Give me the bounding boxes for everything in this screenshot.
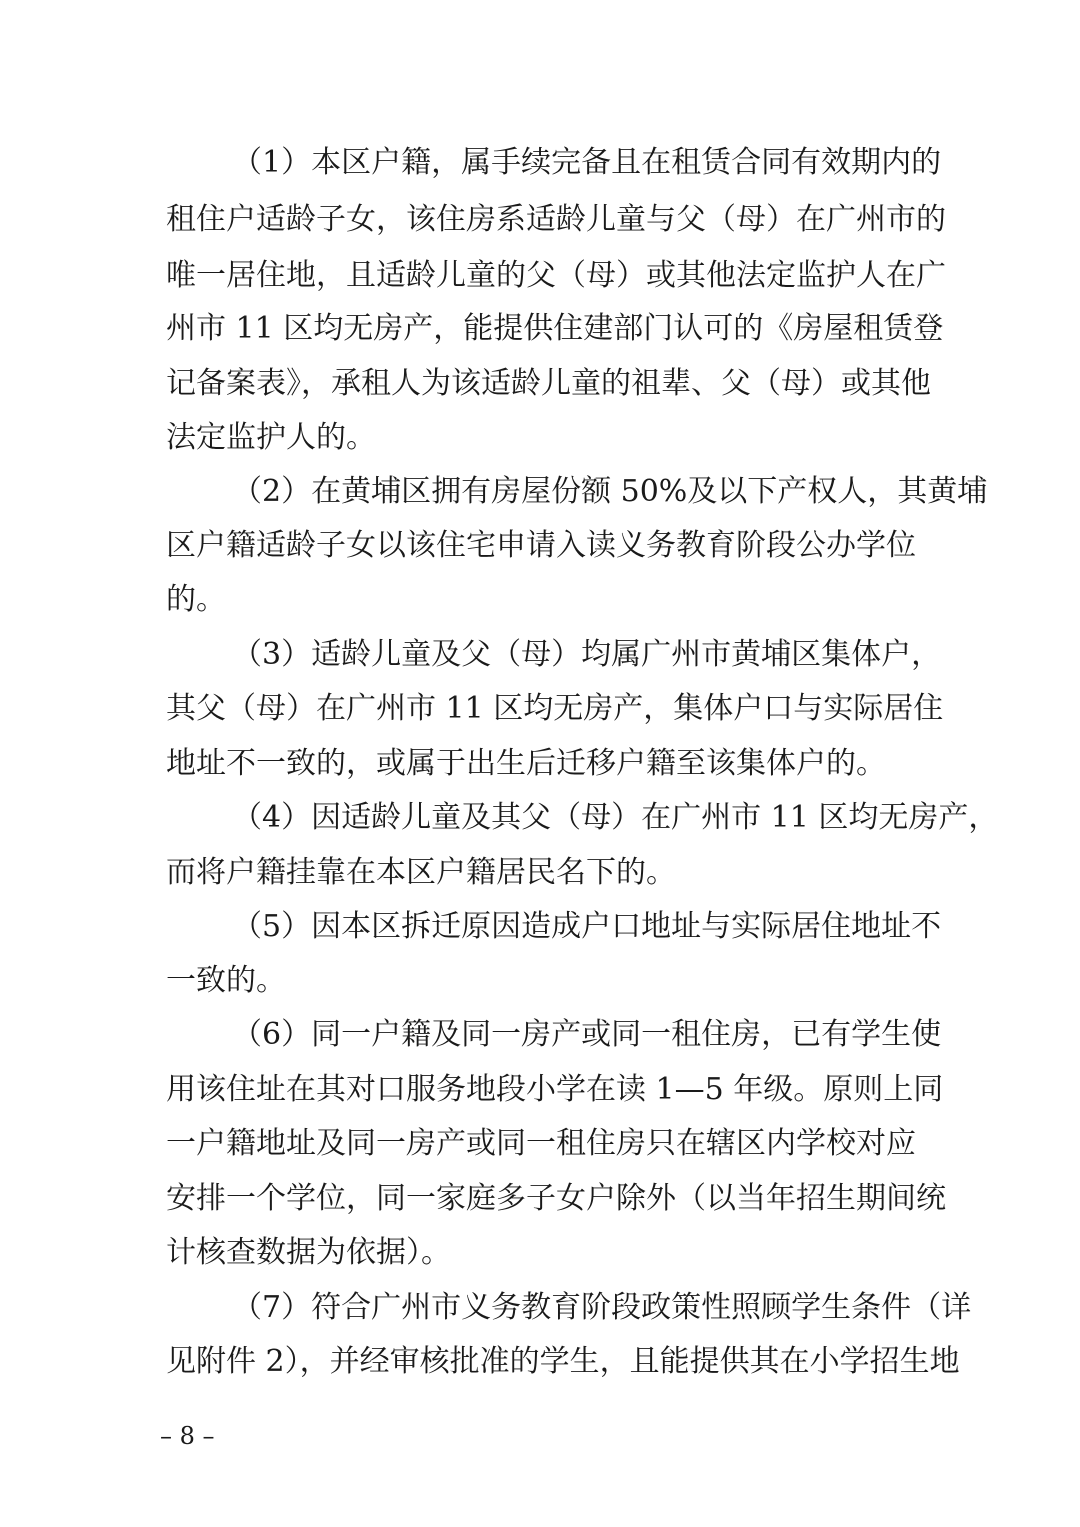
text-line: 一户籍地址及同一房产或同一租住房只在辖区内学校对应 xyxy=(166,1126,916,1161)
text-line: （7）符合广州市义务教育阶段政策性照顾学生条件（详 xyxy=(232,1290,972,1325)
text-line: 安排一个学位，同一家庭多子女户除外（以当年招生期间统 xyxy=(166,1181,946,1216)
text-line: 而将户籍挂靠在本区户籍居民名下的。 xyxy=(166,855,676,890)
text-line: （6）同一户籍及同一房产或同一租住房，已有学生使 xyxy=(232,1017,942,1052)
text-line: 用该住址在其对口服务地段小学在读 1—5 年级。原则上同 xyxy=(166,1072,944,1107)
text-line: 唯一居住地，且适龄儿童的父（母）或其他法定监护人在广 xyxy=(166,258,946,293)
text-line: 租住户适龄子女，该住房系适龄儿童与父（母）在广州市的 xyxy=(166,202,946,237)
text-line: （2）在黄埔区拥有房屋份额 50%及以下产权人，其黄埔 xyxy=(232,474,988,509)
text-line: （1）本区户籍，属手续完备且在租赁合同有效期内的 xyxy=(232,145,942,180)
text-line: 其父（母）在广州市 11 区均无房产，集体户口与实际居住 xyxy=(166,691,944,726)
text-line: 一致的。 xyxy=(166,963,286,998)
text-line: 记备案表》，承租人为该适龄儿童的祖辈、父（母）或其他 xyxy=(166,366,931,401)
text-line: 法定监护人的。 xyxy=(166,420,376,455)
text-line: 区户籍适龄子女以该住宅申请入读义务教育阶段公办学位 xyxy=(166,528,916,563)
page-number: – 8 – xyxy=(160,1422,215,1450)
text-line: （4）因适龄儿童及其父（母）在广州市 11 区均无房产， xyxy=(232,800,999,835)
text-line: 见附件 2），并经审核批准的学生，且能提供其在小学招生地 xyxy=(166,1344,960,1379)
text-line: （5）因本区拆迁原因造成户口地址与实际居住地址不 xyxy=(232,909,942,944)
text-line: 州市 11 区均无房产，能提供住建部门认可的《房屋租赁登 xyxy=(166,311,944,346)
text-line: （3）适龄儿童及父（母）均属广州市黄埔区集体户， xyxy=(232,637,942,672)
text-line: 计核查数据为依据）。 xyxy=(166,1235,451,1270)
text-line: 地址不一致的，或属于出生后迁移户籍至该集体户的。 xyxy=(166,746,886,781)
text-line: 的。 xyxy=(166,582,226,617)
